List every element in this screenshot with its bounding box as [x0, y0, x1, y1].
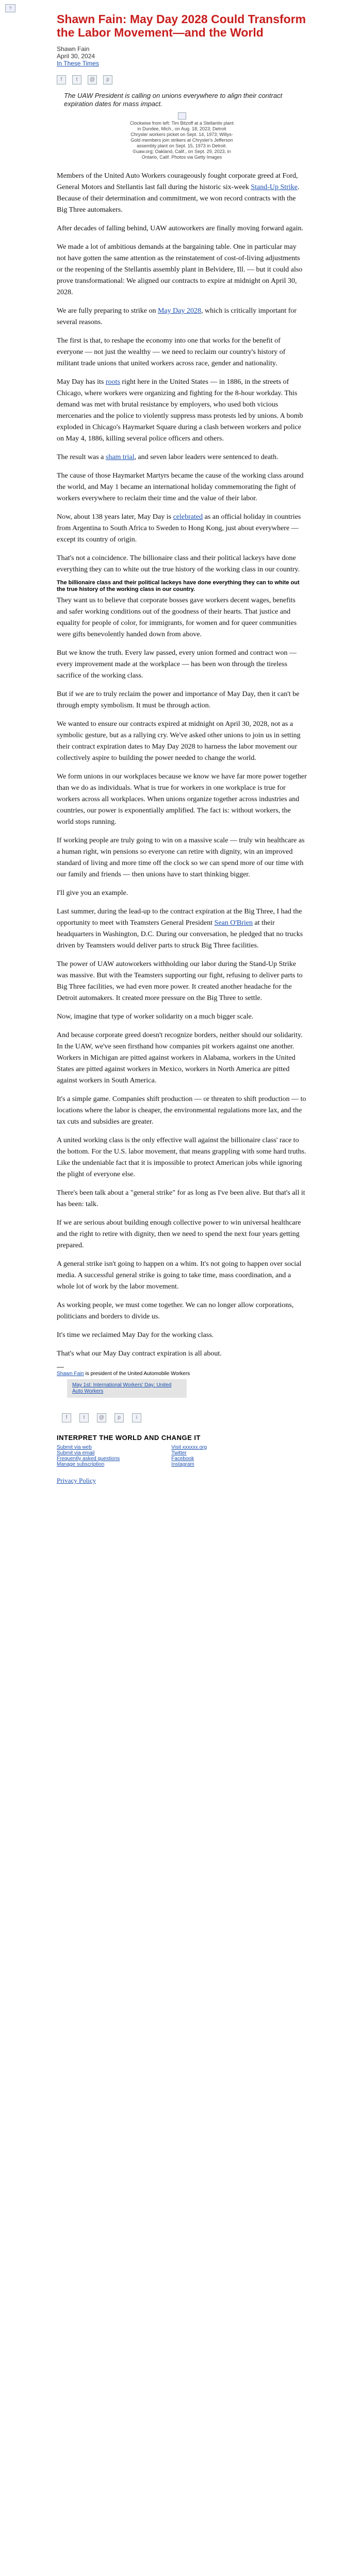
- paragraph: We made a lot of ambitious demands at the bargaining table. One in particular may not have gotten the same attention as the reinstatement of cost-of-living adjustments or the reopening of the Stellantis assembly plant in Belvidere, Ill. — but it could also prove transformational: We aligned our contracts to expire at midnight on April 30, 2028.: [57, 243, 303, 296]
- twitter-icon[interactable]: t: [72, 75, 81, 84]
- source-link[interactable]: In These Times: [57, 60, 99, 67]
- inline-link[interactable]: celebrated: [173, 513, 203, 521]
- article-body: [57, 171, 307, 1360]
- inline-link[interactable]: Stand-Up Strike: [251, 183, 298, 191]
- author-bio: Shawn Fain is president of the United Automobile Workers: [57, 1371, 190, 1377]
- pull-quote: The billionaire class and their political lackeys have done everything they can to white out the true history of the working class in our country.: [57, 580, 300, 592]
- facebook-icon[interactable]: f: [57, 75, 66, 84]
- paragraph: They want us to believe that corporate bosses gave workers decent wages, benefits and safer working conditions out of the goodness of their hearts. That justice and equality for people of color, for immigrants, for women and for queer communities were gifts benevolently handed down from above.: [57, 597, 297, 638]
- paragraph: Now, about 138 years later, May Day is celebrated as an official holiday in countries from Argentina to South Africa to Sweden to Hong Kong, just about everywhere — except its country of origin.: [57, 513, 301, 544]
- paragraph: Members of the United Auto Workers courageously fought corporate greed at Ford, General Motors and Stellantis last fall during the historic six-week Stand-Up Strike. Because of their determination and commitment, we won record contracts with the Big Three automakers.: [57, 172, 300, 214]
- print-icon[interactable]: p: [103, 75, 112, 84]
- author-link[interactable]: Shawn Fain: [57, 1371, 84, 1377]
- share-icons: [57, 75, 307, 84]
- inline-link[interactable]: roots: [105, 378, 120, 386]
- footer-link[interactable]: Visit xxxxxx.org: [171, 1445, 207, 1450]
- paragraph: After decades of falling behind, UAW autoworkers are finally moving forward again.: [57, 225, 303, 232]
- paragraph: But we know the truth. Every law passed, every union formed and contract won — every improvement made at the workplace — has been won through the tireless sacrifice of the working class.: [57, 649, 297, 680]
- paragraph: The first is that, to reshape the economy into one that works for the benefit of everyone — not just the wealthy — we need to reclaim our country's history of militant trade unions that united workers across race, gender and nationality.: [57, 337, 286, 367]
- footer-links: [57, 1445, 307, 1467]
- privacy-link[interactable]: Privacy Policy: [57, 1477, 96, 1484]
- article-title: Shawn Fain: May Day 2028 Could Transform the Labor Movement—and the World: [57, 12, 306, 39]
- divider: [57, 1367, 64, 1368]
- footer-social-icons: [62, 1413, 307, 1422]
- email-icon[interactable]: @: [88, 75, 97, 84]
- footer-link[interactable]: Facebook: [171, 1456, 194, 1462]
- footer-link[interactable]: Submit via email: [57, 1450, 95, 1456]
- footer-link[interactable]: Instagram: [171, 1462, 194, 1467]
- footer-col-left: [57, 1445, 120, 1467]
- paragraph: The power of UAW autoworkers withholding our labor during the Stand-Up Strike was massive. But with the Teamsters supporting our fight, refusing to deliver parts to Big Three facilities, we had even more power. It created another headache for the Detroit automakers. It created more pressure on the Big Three to settle.: [57, 960, 303, 1002]
- paragraph: If we are serious about building enough collective power to win universal healthcare and the right to retire with dignity, then we need to spend the next four years getting prepared.: [57, 1219, 301, 1249]
- paragraph: And because corporate greed doesn't recognize borders, neither should our solidarity. In the UAW, we've seen firsthand how companies pit workers against one another. Workers in Michigan are pitted against workers in Alabama, workers in the United States are pitted against workers in Mexico, workers in North America are pitted against workers in South America.: [57, 1031, 303, 1084]
- figure-caption: Clockwise from left: Tim Bitzoff at a Stellantis plant in Dundee, Mich., on Aug. 18, 2023; Detroit Chrysler workers picket on Sept. 14, 1973; Willys-Gold members join strikers at Chrysler's Jefferson assembly plant on Sept. 15, 1973 in Detroit. ©uaw.org; Oakland, Calif., on Sept. 29, 2023, in Ontario, Calif. Photos via Getty Images: [130, 121, 234, 160]
- paragraph: The cause of those Haymarket Martyrs became the cause of the working class around the world, and May 1 became an international holiday commemorating the fight of workers everywhere to reclaim their time and the value of their labor.: [57, 472, 304, 502]
- paragraph: It's a simple game. Companies shift production — or threaten to shift production — to locations where the labor is cheaper, the environmental regulations more lax, and the tax cuts and subsidies are greater.: [57, 1095, 306, 1126]
- twitter-icon[interactable]: t: [79, 1413, 89, 1422]
- paragraph: As working people, we must come together. We can no longer allow corporations, politicians and borders to divide us.: [57, 1301, 294, 1320]
- paragraph: Now, imagine that type of worker solidarity on a much bigger scale.: [57, 1013, 254, 1021]
- footer-link[interactable]: Frequently asked questions: [57, 1456, 120, 1462]
- footer-link[interactable]: Manage subscription: [57, 1462, 105, 1467]
- paragraph: We form unions in our workplaces because we know we have far more power together than we do as individuals. What is true for workers in one workplace is true for workers across all workplaces. When unions organize together across industries and countries, our power is exponentially amplified. The fact is: without workers, the world stops running.: [57, 773, 307, 826]
- paragraph: We wanted to ensure our contracts expired at midnight on April 30, 2028, not as a symbolic gesture, but as a rallying cry. We've asked other unions to join us in setting their contract expiration dates to May Day 2028 to harness the labor movement our collectively aspire to building the power needed to change the world.: [57, 720, 301, 762]
- newsletter-article: [57, 0, 307, 2576]
- footer-link[interactable]: Twitter: [171, 1450, 187, 1456]
- paragraph: A united working class is the only effective wall against the billionaire class' race to the bottom. For the U.S. labor movement, that means grappling with some hard truths. Like the undeniable fact that it is impossible to protect American jobs while ignoring the plight of everyone else.: [57, 1137, 306, 1178]
- paragraph: A general strike isn't going to happen on a whim. It's not going to happen over social media. A successful general strike is going to take time, mass coordination, and a whole lot of work by the labor movement.: [57, 1260, 302, 1291]
- paragraph: It's time we reclaimed May Day for the working class.: [57, 1331, 214, 1339]
- paragraph: That's not a coincidence. The billionaire class and their political lackeys have done everything they can to white out the true history of the working class in our country.: [57, 554, 300, 573]
- paragraph: May Day has its roots right here in the United States — in 1886, in the streets of Chicago, where workers were organizing and fighting for the 8-hour workday. This demand was met with brutal resistance by employers, who used both vicious mercenaries and the police to violently suppress mass protests led by unions. A bomb exploded in Chicago's Haymarket Square during a clash between workers and police on May 4, 1886, killing several police officers and others.: [57, 378, 303, 443]
- print-icon[interactable]: p: [114, 1413, 124, 1422]
- paragraph: That's what our May Day contract expiration is all about.: [57, 1350, 222, 1358]
- publish-date: April 30, 2024: [57, 53, 95, 60]
- inline-link[interactable]: May Day 2028: [157, 307, 201, 315]
- footer-link[interactable]: Submit via web: [57, 1445, 92, 1450]
- footer-title: INTERPRET THE WORLD AND CHANGE IT: [57, 1434, 201, 1442]
- paragraph: But if we are to truly reclaim the power and importance of May Day, then it can't be through empty symbolism. It must be through action.: [57, 690, 300, 709]
- broken-image-icon: ?: [5, 4, 15, 12]
- article-header: [57, 0, 307, 84]
- article-dek: The UAW President is calling on unions everywhere to align their contract expiration dates for mass impact.: [64, 92, 283, 108]
- author: Shawn Fain: [57, 45, 90, 53]
- privacy-policy: [57, 1477, 307, 1485]
- paragraph: We are fully preparing to strike on May Day 2028, which is critically important for several reasons.: [57, 307, 297, 326]
- email-icon[interactable]: @: [97, 1413, 106, 1422]
- related-link[interactable]: May 1st: International Workers' Day: United Auto Workers: [72, 1382, 172, 1394]
- paragraph: The result was a sham trial, and seven labor leaders were sentenced to death.: [57, 453, 278, 461]
- facebook-icon[interactable]: f: [62, 1413, 71, 1422]
- lead-figure: [129, 112, 235, 160]
- paragraph: If working people are truly going to win on a massive scale — truly win healthcare as a human right, win pensions so everyone can retire with dignity, win an improved standard of living and more time off the clock so we can spend more of our time with our family and friends — then unions have to start thinking bigger.: [57, 837, 305, 878]
- inline-link[interactable]: Sean O'Brien: [214, 919, 253, 927]
- paragraph: There's been talk about a "general strike" for as long as I've been alive. But that's all it has been: talk.: [57, 1189, 305, 1208]
- instagram-icon[interactable]: i: [132, 1413, 141, 1422]
- footer-col-right: [171, 1445, 207, 1467]
- paragraph: I'll give you an example.: [57, 889, 128, 897]
- image-placeholder-icon: [178, 112, 186, 120]
- inline-link[interactable]: sham trial: [105, 453, 135, 461]
- paragraph: Last summer, during the lead-up to the contract expiration at the Big Three, I had the opportunity to meet with Teamsters General President Sean O'Brien at their headquarters in Washington, D.C. During our conversation, he pledged that no trucks driven by Teamsters would deliver parts to struck Big Three facilities.: [57, 908, 303, 950]
- related-box: [67, 1379, 187, 1398]
- article-meta: [57, 45, 307, 67]
